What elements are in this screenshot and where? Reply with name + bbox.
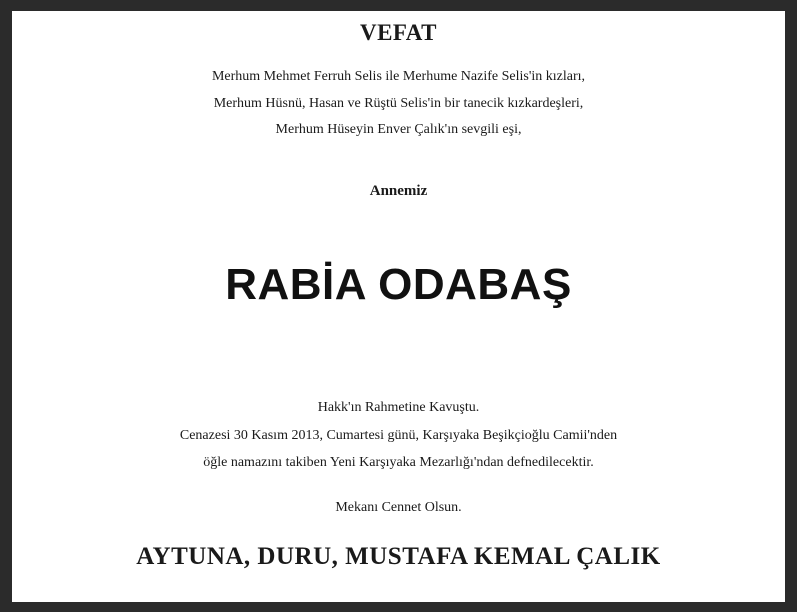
intro-line-sister: Merhum Hüsnü, Hasan ve Rüştü Selis'in bir tanecik kızkardeşleri, (213, 96, 584, 111)
notice-subheading: Annemiz (369, 183, 428, 199)
obituary-notice (12, 11, 785, 602)
detail-line-funeral: Cenazesi 30 Kasım 2013, Cumartesi günü, Karşıyaka Beşikçioğlu Camii'nden (179, 428, 618, 443)
notice-heading: VEFAT (359, 20, 438, 45)
deceased-name: RABİA ODABAŞ (225, 260, 572, 309)
intro-line-daughter: Merhum Mehmet Ferruh Selis ile Merhume Nazife Selis'in kızları, (211, 69, 586, 84)
intro-line-wife: Merhum Hüseyin Enver Çalık'ın sevgili eşi, (275, 122, 522, 137)
detail-line-burial: öğle namazını takiben Yeni Karşıyaka Mezarlığı'ndan defnedilecektir. (203, 455, 594, 470)
detail-line-passed-away: Hakk'ın Rahmetine Kavuştu. (317, 400, 480, 415)
signatories: AYTUNA, DURU, MUSTAFA KEMAL ÇALIK (136, 543, 661, 570)
closing-prayer: Mekanı Cennet Olsun. (335, 500, 462, 515)
